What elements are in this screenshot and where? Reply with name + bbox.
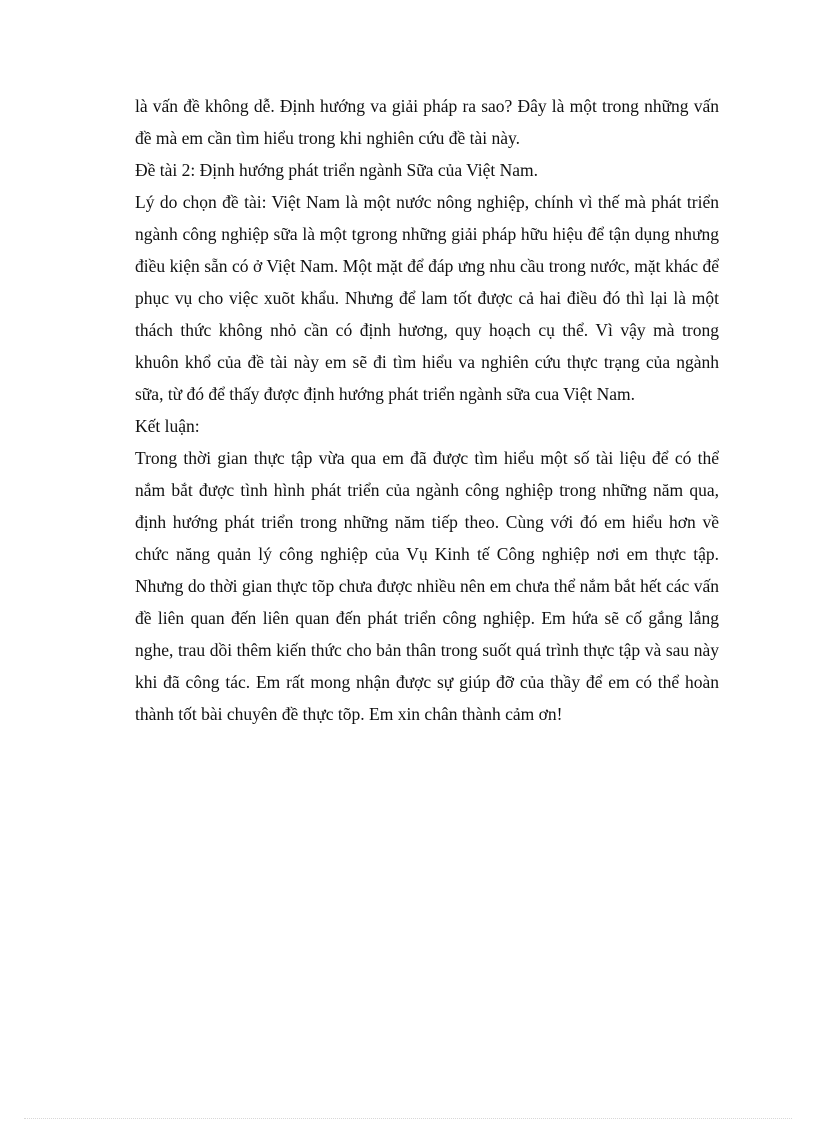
topic-2-heading: Đề tài 2: Định hướng phát triển ngành Sữa của Việt Nam. [135, 160, 539, 180]
conclusion-heading: Kết luận: [135, 416, 200, 436]
paragraph-intro-continuation: là vấn đề không dễ. Định hướng va giải pháp ra sao? Đây là một trong những vấn đề mà em cần tìm hiểu trong khi nghiên cứu đề tài này. [135, 96, 719, 148]
page-bottom-divider [24, 1118, 792, 1119]
paragraph-topic-reason: Lý do chọn đề tài: Việt Nam là một nước nông nghiệp, chính vì thế mà phát triển ngành công nghiệp sữa là một tgrong những giải pháp hữu hiệu để tận dụng nhưng điều kiện sẵn có ở Việt Nam. Một mặt để đáp ưng nhu cầu trong nước, mặt khác để phục vụ cho việc xuõt khẩu. Nhưng để lam tốt được cả hai điều đó thì lại là một thách thức không nhỏ cần có định hương, quy hoạch cụ thể. Vì vậy mà trong khuôn khổ của đề tài này em sẽ đi tìm hiểu va nghiên cứu thực trạng của ngành sữa, từ đó để thấy được định hướng phát triển ngành sữa cua Việt Nam. [135, 192, 719, 404]
paragraph-conclusion: Trong thời gian thực tập vừa qua em đã được tìm hiểu một số tài liệu để có thể nắm bắt được tình hình phát triển của ngành công nghiệp trong những năm qua, định hướng phát triển trong những năm tiếp theo. Cùng với đó em hiểu hơn về chức năng quản lý công nghiệp của Vụ Kinh tế Công nghiệp nơi em thực tập. Nhưng do thời gian thực tõp chưa được nhiều nên em chưa thể nắm bắt hết các vấn đề liên quan đến liên quan đến phát triển công nghiệp. Em hứa sẽ cố gắng lắng nghe, trau dồi thêm kiến thức cho bản thân trong suốt quá trình thực tập và sau này khi đã công tác. Em rất mong nhận được sự giúp đỡ của thầy để em có thể hoàn thành tốt bài chuyên đề thực tõp. Em xin chân thành cảm ơn! [135, 448, 719, 724]
document-body [135, 90, 719, 730]
